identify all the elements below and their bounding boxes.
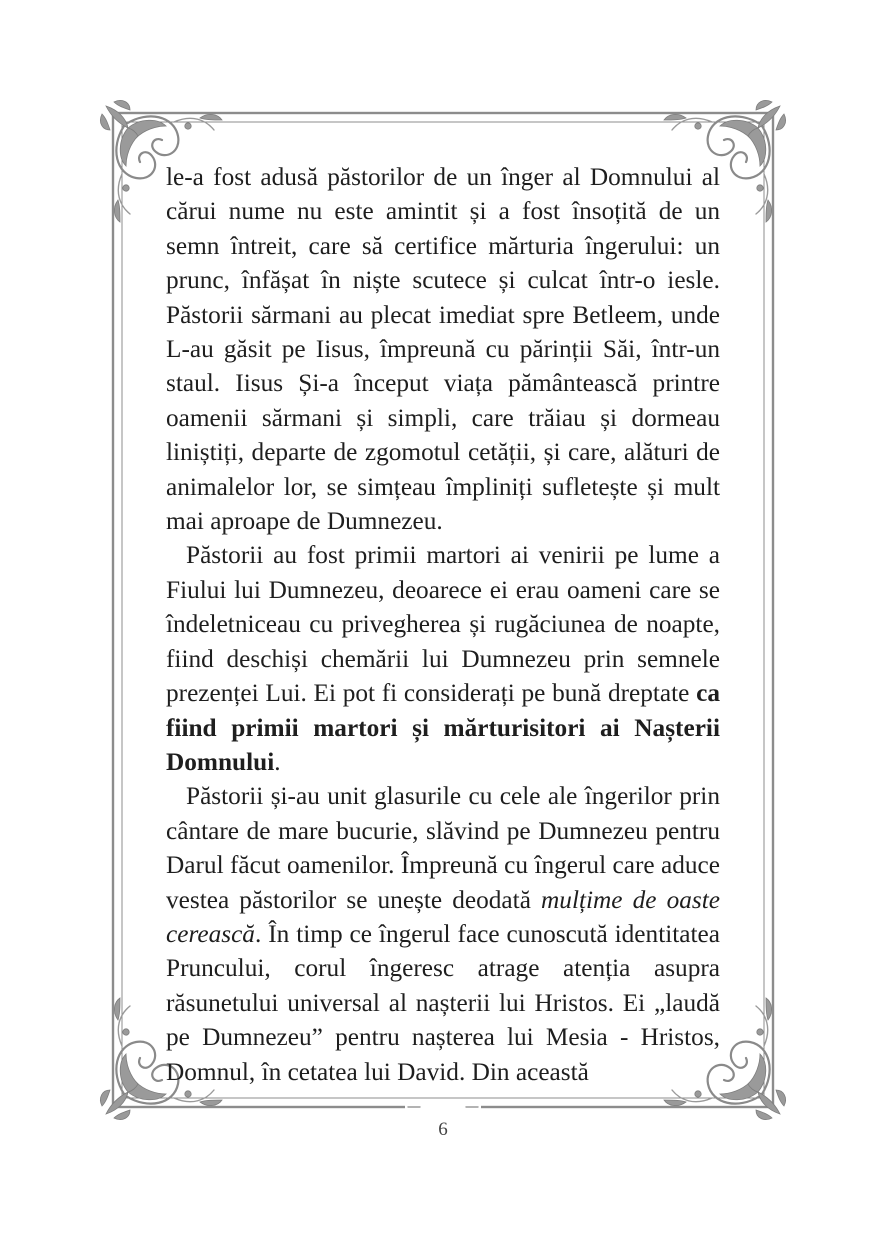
italic-quote: mulțime de oaste cerească (166, 885, 721, 948)
text-span: Păstorii și-au unit glasurile cu cele ale îngerilor prin cântare de mare bucurie, slăvind pe Dumnezeu pentru Darul făcut oamenilor. Împreună cu îngerul care aduce vestea păstorilor se unește deodată (166, 782, 720, 914)
page-number: 6 (438, 1119, 448, 1140)
text-span: . (274, 747, 281, 776)
text-span: . În timp ce îngerul face cunoscută identitatea Pruncului, corul îngeresc atrage atenția asupra răsunetului universal al nașterii lui Hristos. Ei „laudă pe Dumnezeu” pentru nașterea lui Mesia - Hristos, Domnul, în cetatea lui David. Din această (166, 919, 720, 1086)
text-span: Păstorii au fost primii martori ai venirii pe lume a Fiului lui Dumnezeu, deoarece ei erau oameni care se îndeletniceau cu privegherea și rugăciunea de noapte, fiind deschiși chemării lui Dumnezeu prin semnele prezenței Lui. Ei pot fi considerați pe bună dreptate (166, 541, 720, 708)
bold-emphasis: ca fiind primii martori și mărturisitori ai Nașterii Domnului (166, 679, 720, 776)
paragraph-3 (166, 779, 720, 1089)
paragraph-2 (166, 538, 720, 779)
body-text (166, 160, 720, 1089)
text-span: le-a fost adusă păstorilor de un înger al Domnului al cărui nume nu este amintit și a fost însoțită de un semn întreit, care să certifice mărturia îngerului: un prunc, înfășat în niște scutece și culcat într-o iesle. Păstorii sărmani au plecat imediat spre Betleem, unde L-au găsit pe Iisus, împreună cu părinții Săi, într-un staul. Iisus Și-a început viața pământească printre oamenii sărmani și simpli, care trăiau și dormeau liniștiți, departe de zgomotul cetății, și care, alături de animalelor lor, se simțeau împliniți sufletește și mult mai aproape de Dumnezeu. (166, 163, 720, 536)
paragraph-1 (166, 160, 720, 538)
